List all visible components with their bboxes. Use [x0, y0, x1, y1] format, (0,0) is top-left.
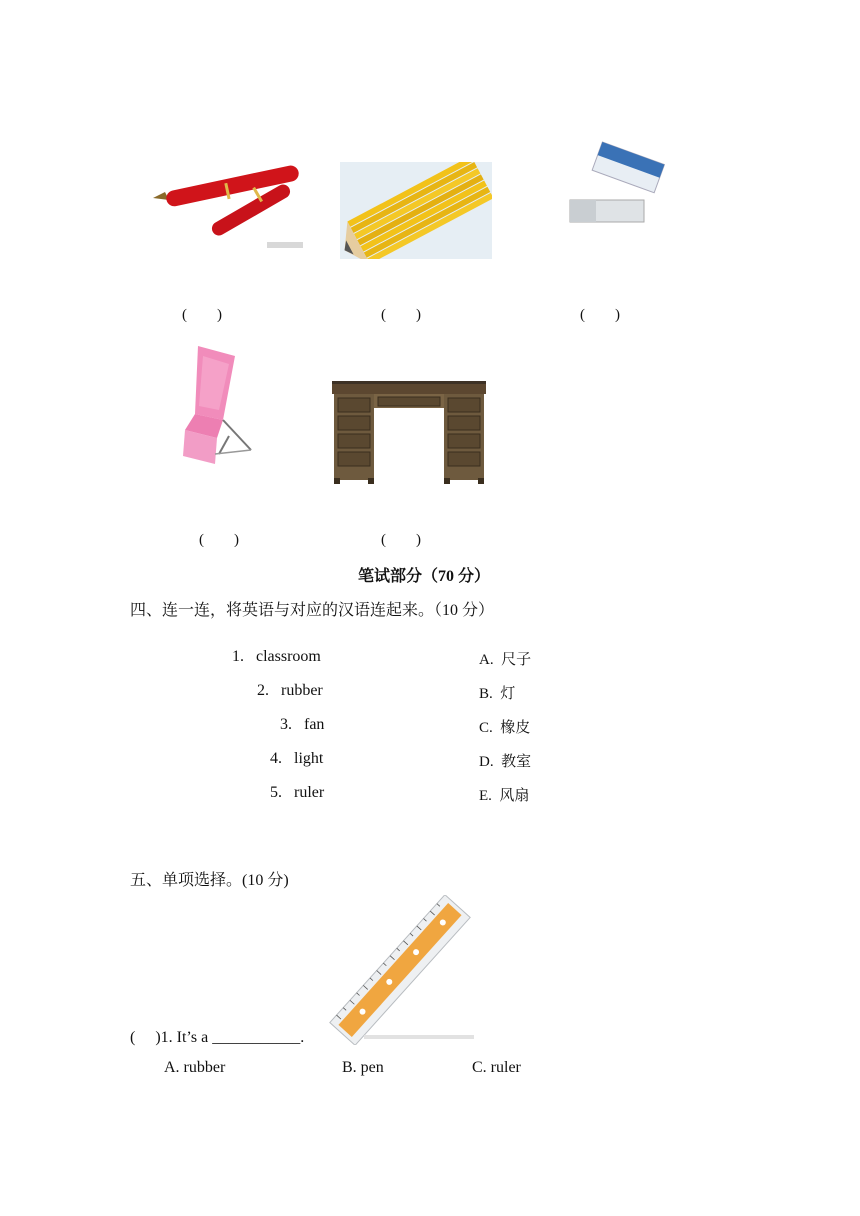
match-english-num: 2.	[257, 682, 269, 699]
match-chinese-letter: C.	[479, 720, 493, 736]
match-english-word: classroom	[256, 648, 321, 665]
match-chinese-c[interactable]	[479, 716, 530, 737]
match-chinese-letter: B.	[479, 686, 493, 702]
match-chinese-word: 风扇	[499, 788, 530, 804]
answer-blank-2[interactable]: ( )	[381, 307, 421, 323]
option-b[interactable]: B. pen	[342, 1059, 384, 1076]
match-english-num: 5.	[270, 784, 282, 801]
match-english-2[interactable]	[257, 682, 323, 700]
answer-blank-4[interactable]: ( )	[199, 532, 239, 548]
ruler-picture	[324, 895, 476, 1045]
match-chinese-a[interactable]	[479, 648, 531, 669]
written-section-title: 笔试部分（70 分）	[358, 568, 491, 585]
match-chinese-word: 尺子	[501, 652, 532, 668]
section5-heading: 五、单项选择。(10 分)	[130, 872, 289, 889]
match-english-4[interactable]	[270, 750, 323, 768]
answer-blank-1[interactable]: ( )	[182, 307, 222, 323]
match-english-num: 4.	[270, 750, 282, 767]
match-chinese-letter: E.	[479, 788, 492, 804]
desk-picture	[330, 378, 488, 486]
erasers-picture	[565, 138, 665, 230]
match-english-word: light	[294, 750, 324, 767]
pencils-picture	[340, 162, 492, 259]
question-1-prompt: )1. It’s a ___________.	[155, 1029, 305, 1046]
match-chinese-e[interactable]	[479, 784, 529, 805]
match-english-word: fan	[304, 716, 325, 733]
match-chinese-letter: D.	[479, 754, 494, 770]
match-english-1[interactable]	[232, 648, 321, 666]
match-english-word: rubber	[281, 682, 323, 699]
match-chinese-d[interactable]	[479, 750, 531, 771]
match-english-num: 3.	[280, 716, 292, 733]
match-chinese-word: 灯	[500, 686, 516, 702]
answer-bracket[interactable]: (	[130, 1029, 136, 1046]
match-chinese-b[interactable]	[479, 682, 515, 703]
section4-heading: 四、连一连，将英语与对应的汉语连起来。（10 分）	[130, 602, 495, 619]
match-english-word: ruler	[294, 784, 325, 801]
match-chinese-word: 教室	[501, 754, 532, 770]
match-english-5[interactable]	[270, 784, 324, 802]
chair-picture	[165, 338, 265, 473]
match-chinese-word: 橡皮	[500, 720, 531, 736]
option-c[interactable]: C. ruler	[472, 1059, 521, 1076]
answer-blank-3[interactable]: ( )	[580, 307, 620, 323]
option-a[interactable]: A. rubber	[164, 1059, 226, 1076]
question-1	[130, 1029, 304, 1047]
match-english-num: 1.	[232, 648, 244, 665]
match-chinese-letter: A.	[479, 652, 494, 668]
answer-blank-5[interactable]: ( )	[381, 532, 421, 548]
fountain-pen-picture	[145, 148, 315, 263]
match-english-3[interactable]	[280, 716, 324, 734]
